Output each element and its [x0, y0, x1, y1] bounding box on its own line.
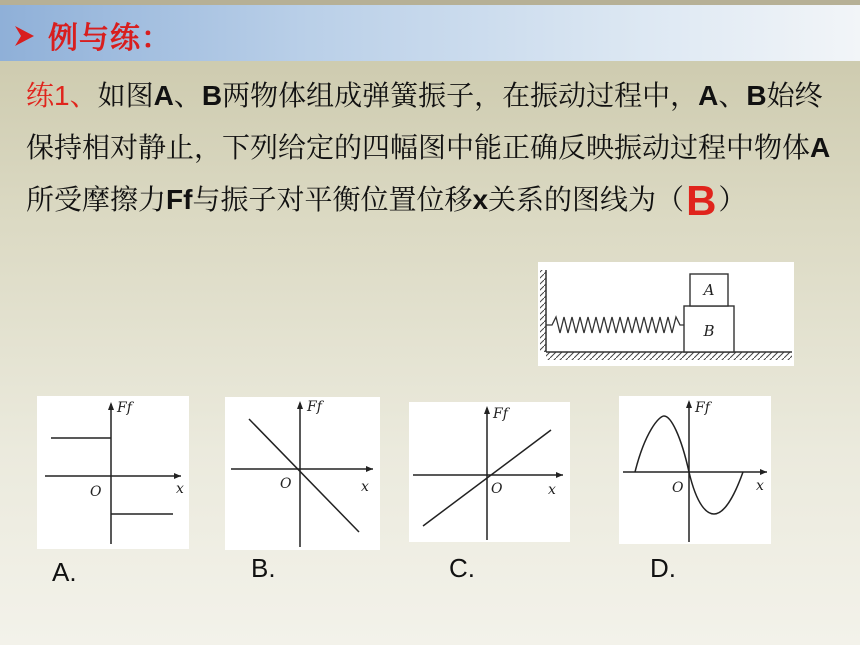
q-part-0: 如图 — [97, 80, 154, 111]
q-part-11: Ff — [166, 184, 193, 215]
option-c-label: C. — [449, 553, 475, 583]
graph-c — [409, 402, 570, 542]
origin-label: O — [90, 484, 102, 500]
curve-b — [249, 419, 359, 532]
arrow-bullet-icon — [12, 23, 38, 49]
floor — [546, 352, 792, 360]
q-part-5: A — [698, 80, 719, 111]
q-part-7: B — [746, 80, 767, 111]
spring — [546, 317, 684, 333]
answer-letter: B — [686, 177, 717, 224]
q-part-13: x — [472, 184, 489, 215]
q-part-3: B — [201, 80, 223, 111]
x-axis-label: x — [176, 481, 184, 497]
block-a-label: A — [703, 281, 715, 299]
graph-a — [37, 396, 189, 549]
option-d-label: D. — [650, 553, 676, 583]
x-axis-label: x — [361, 479, 369, 495]
origin-label: O — [491, 481, 503, 497]
q-part-1: A — [153, 80, 174, 111]
graph-d — [619, 396, 771, 544]
question-text — [26, 70, 836, 227]
q-part-12: 与振子对平衡位置位移 — [192, 184, 473, 215]
section-title: 例与练： — [48, 22, 172, 55]
q-part-9: A — [810, 132, 831, 163]
q-part-8: 始终保持相对静止，下列给定的四幅图中能正确反映振动过程中物体 — [26, 80, 823, 163]
question-label: 练1、 — [26, 80, 98, 111]
spring-oscillator-figure — [538, 262, 794, 366]
graph-b — [225, 397, 380, 550]
option-a-label: A. — [52, 557, 77, 587]
option-b-label: B. — [251, 553, 276, 583]
origin-label: O — [672, 480, 684, 496]
x-axis-label: x — [756, 478, 764, 494]
wall — [540, 270, 546, 352]
q-part-10: 所受摩擦力 — [26, 184, 167, 215]
q-close: ） — [718, 184, 747, 215]
x-axis-label: x — [548, 482, 556, 498]
block-b-label: B — [703, 322, 715, 340]
y-axis-label: Ff — [117, 400, 132, 416]
q-part-6: 、 — [718, 80, 747, 111]
q-part-14: 关系的图线为（ — [488, 184, 685, 215]
q-part-4: 两物体组成弹簧振子，在振动过程中， — [222, 80, 699, 111]
q-part-2: 、 — [173, 80, 202, 111]
origin-label: O — [280, 476, 292, 492]
y-axis-label: Ff — [493, 406, 508, 422]
y-axis-label: Ff — [695, 400, 710, 416]
y-axis-label: Ff — [307, 399, 322, 415]
